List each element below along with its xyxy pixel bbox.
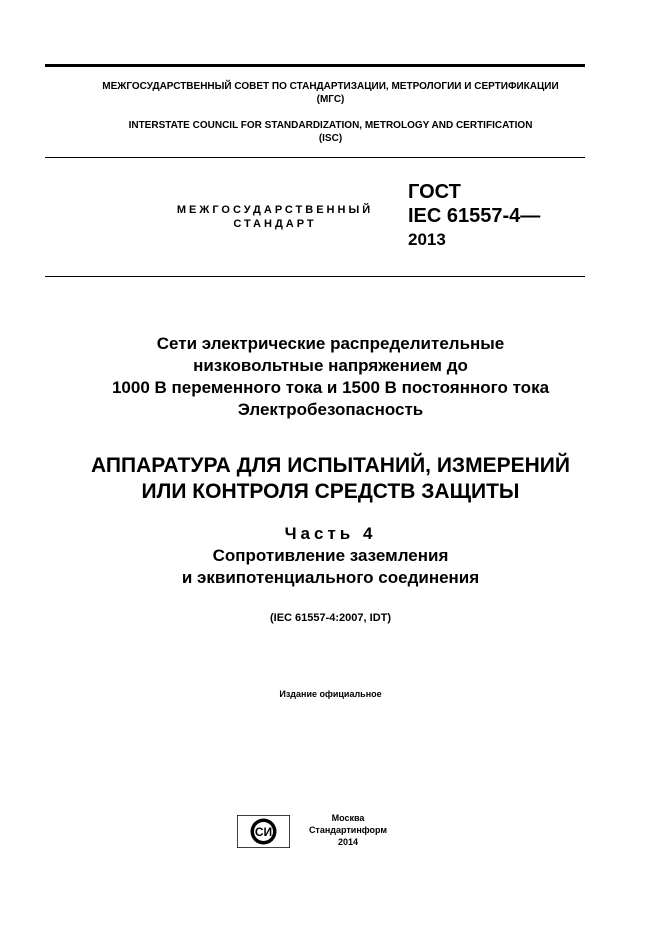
logo-lettering: СИ [254,825,273,839]
main-title-line2: ИЛИ КОНТРОЛЯ СРЕДСТВ ЗАЩИТЫ [141,480,520,503]
subject-title-line1: Сети электрические распределительные [156,334,505,353]
council-name-russian-line1: МЕЖГОСУДАРСТВЕННЫЙ СОВЕТ ПО СТАНДАРТИЗАЦИИ, МЕТРОЛОГИИ И СЕРТИФИКАЦИИ [102,81,559,92]
council-name-english-line1: INTERSTATE COUNCIL FOR STANDARDIZATION, METROLOGY AND CERTIFICATION [128,120,533,131]
part-title-line2: и эквипотенциального соединения [181,568,480,587]
subject-title-line4: Электробезопасность [237,400,424,419]
part-title [0,523,661,589]
designation-divider [45,276,585,277]
publisher-name: Стандартинформ [308,825,388,835]
publication-year: 2014 [337,837,359,847]
publisher-imprint [293,812,403,848]
part-title-line1: Сопротивление заземления [212,546,449,565]
council-name-russian [0,80,661,106]
subject-title-line2: низковольтные напряжением до [193,356,468,375]
edition-note: Издание официальное [279,689,382,699]
standard-type-line2: СТАНДАРТ [233,218,317,230]
main-title-line1: АППАРАТУРА ДЛЯ ИСПЫТАНИЙ, ИЗМЕРЕНИЙ [91,454,570,477]
standard-type-line1: МЕЖГОСУДАРСТВЕННЫЙ [176,204,374,216]
standard-designation-year: 2013 [408,230,446,249]
council-name-english [0,119,661,145]
standard-designation-line1: ГОСТ [408,181,461,203]
top-rule [45,64,585,67]
document-main-title [0,453,661,505]
standard-designation [408,180,540,252]
standard-type-label [150,203,400,231]
council-abbr-english: (ISC) [318,133,343,144]
subject-title-line3: 1000 В переменного тока и 1500 В постоянного тока [111,378,550,397]
part-number-label: Часть 4 [284,524,377,543]
council-abbr-russian: (МГС) [316,94,345,105]
document-subject-title [0,333,661,421]
iec-reference: (IEC 61557-4:2007, IDT) [269,612,392,624]
header-divider [45,157,585,158]
publisher-city: Москва [331,813,365,823]
standard-designation-line2: IEC 61557-4— [408,205,541,227]
standartinform-logo-icon [237,815,290,848]
